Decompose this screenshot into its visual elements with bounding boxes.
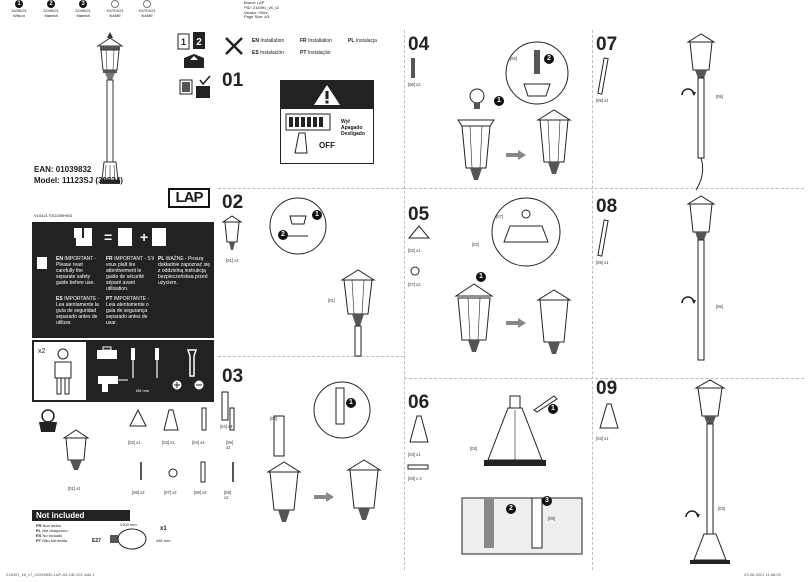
step-05-ref-2: [02]: [472, 242, 479, 247]
lap-logo: LAP: [168, 188, 210, 208]
revision-author: Mariela: [76, 13, 90, 18]
step-04-badge-1: 1: [494, 96, 504, 106]
important-text: IMPORTANTE - Lea atentamente la guía de seguridad separado antes de utilizar.: [56, 296, 100, 326]
revision-3: [70, 0, 96, 18]
important-text: IMPORTANT - S'il vous plaît lire attentivement le guide de sécurité séparé avant utilisation.: [106, 256, 154, 292]
revision-circle-empty: [111, 0, 119, 8]
divider: [592, 30, 593, 570]
divider: [218, 356, 404, 357]
step-05-ref-1: [07]: [496, 214, 503, 219]
step-06-number: 06: [408, 392, 430, 413]
important-en: [56, 256, 100, 286]
step-04-screw-part: [410, 58, 416, 78]
step-06-ref-2: [08]: [548, 516, 555, 521]
step-03-ref: [04]: [270, 416, 277, 421]
important-es: [56, 296, 102, 326]
lang-code: EN: [56, 256, 63, 262]
step-05-part-label-1: [02] x1: [408, 248, 421, 253]
page-size: Page Size: A3: [244, 14, 270, 19]
vendor-text: Vendor: Vitec: [244, 10, 268, 15]
step-04-arrow-icon: [506, 150, 526, 160]
manual-equation-icon: [72, 226, 182, 248]
check-box-icon: [178, 74, 214, 102]
product-code: V10421 SX2209H/B3: [34, 213, 73, 218]
step-06-badge-1: 1: [548, 404, 558, 414]
step-04-part-label: [06] x2: [408, 82, 421, 87]
revision-number: 3: [79, 0, 87, 8]
pid-text: PID: 218491_v6_v2: [244, 5, 280, 10]
step-04-badge-2: 2: [544, 54, 554, 64]
part-ref: [09] x2: [224, 490, 231, 500]
part-04-pole: [200, 408, 208, 430]
important-pt: [106, 296, 156, 326]
step-01-panel: [280, 80, 374, 164]
step-05-zoom-circle: [490, 196, 562, 268]
step-08-ref: [05]: [716, 304, 723, 309]
wrench-icon: [182, 348, 202, 378]
step-07-lamp-assembly: [676, 34, 726, 190]
step-05-arrow-icon: [506, 318, 526, 328]
revision-author: Wilson: [12, 13, 25, 18]
warning-bar: [281, 81, 373, 109]
svg-text:2: 2: [196, 37, 202, 48]
tools-panel: [32, 340, 214, 402]
step-02-badge-1: 1: [312, 210, 322, 220]
revision-circle-empty: [143, 0, 151, 8]
step-02-number: 02: [222, 192, 244, 213]
part-07-nut: [168, 468, 178, 478]
footer-timestamp: 23-06-2021 11:48:09: [744, 572, 781, 577]
revision-date: 22/06/21: [43, 8, 59, 13]
step-03-assembly-right: [344, 460, 384, 540]
post-lamp-illustration: [90, 30, 130, 190]
step-04-ref: [06]: [510, 56, 517, 61]
step-09-part-label: [03] x1: [596, 436, 609, 441]
part-ref: [03] x1: [162, 440, 175, 445]
bulb-icon: [110, 528, 150, 550]
step-03-zoom-circle: [312, 380, 372, 440]
part-ref: [01] x1: [68, 486, 81, 491]
off-es: Apagado: [341, 125, 363, 131]
step-03-part-label: [04] x4: [220, 424, 233, 429]
step-06-part-label-1: [03] x1: [408, 452, 421, 457]
step-06-ref-1: [03]: [470, 446, 477, 451]
step-02-ref: [01]: [328, 298, 335, 303]
box-unpack-icon: [180, 52, 208, 70]
not-included-pl: PL Nie dołączono: [36, 528, 68, 533]
ean-label: EAN: 01039832: [34, 165, 92, 174]
step-09-number: 09: [596, 378, 618, 399]
rotate-icon: [684, 508, 700, 526]
model-label: Model: 11123SJ (30834): [34, 176, 123, 185]
step-05-part-label-2: [07] x2: [408, 282, 421, 287]
step-01-number: 01: [222, 70, 244, 91]
off-translations: [341, 119, 365, 137]
revision-header: [6, 0, 216, 20]
screwdriver-flat-icon: [152, 348, 162, 378]
revision-number: 1: [15, 0, 23, 8]
important-text: IMPORTANT - Please read carefully the separate safety guide before use.: [56, 256, 97, 286]
step-02-zoom-circle: [268, 196, 328, 256]
step-08-lamp-assembly: [676, 196, 726, 366]
part-ref: [04] x4: [192, 440, 205, 445]
step-02-badge-2: 2: [278, 230, 288, 240]
off-pt: Desligado: [341, 131, 365, 137]
parts-list: [32, 408, 233, 504]
lang-installation: EN Installation FR Installation PL Instalacja ES Instalación PT Instalação: [252, 38, 377, 56]
revision-author: NAME: [109, 13, 121, 18]
step-05-number: 05: [408, 204, 430, 225]
svg-text:1: 1: [180, 37, 187, 47]
person-count: x2: [38, 348, 46, 355]
important-fr: [106, 256, 154, 292]
step-05-lantern-right: [534, 290, 574, 366]
drill-size: Ø6 mm: [136, 388, 150, 393]
off-label: OFF: [319, 141, 335, 150]
lang-pl: Instalacja: [355, 38, 377, 44]
ground-cross-section: [462, 490, 582, 554]
step-02-lantern-assembly: [338, 270, 378, 356]
step-09-lamp-assembly: [680, 380, 740, 570]
brand-info: [244, 0, 279, 15]
safety-guide-icon: [36, 256, 48, 270]
warning-triangle-icon: [313, 84, 341, 106]
important-pl: [158, 256, 210, 286]
not-included-lines: [36, 523, 68, 543]
part-08-anchor: [200, 462, 206, 482]
lang-pt: Instalação: [307, 50, 331, 56]
lang-code: PL: [158, 256, 165, 262]
step-04-lantern-right: [534, 110, 574, 186]
step-03-number: 03: [222, 366, 244, 387]
toolbox-icon: [96, 346, 118, 360]
step-08-part-label: [05] x1: [596, 260, 609, 265]
not-included-box: [32, 510, 214, 556]
revision-date: XX/XX/21: [138, 8, 156, 13]
step-07-ref: [05]: [716, 94, 723, 99]
bulb-qty: x1: [160, 526, 167, 532]
cross-screw-icon: [172, 380, 182, 390]
flat-screw-icon: [194, 380, 204, 390]
step-06-anchor-part: [408, 464, 428, 470]
part-ref: [02] x1: [128, 440, 141, 445]
revision-date: 15/06/21: [11, 8, 27, 13]
step-09-base-part: [598, 404, 620, 430]
step-03-pole-part: [220, 392, 230, 420]
not-included-title: Not included: [32, 510, 130, 521]
revision-date: XX/XX/21: [106, 8, 124, 13]
lang-code: ES: [56, 296, 63, 302]
tools-cross-icon: [224, 36, 244, 56]
step-07-part-label: [05] x1: [596, 98, 609, 103]
not-included-pt: PT Não fornecida: [36, 538, 68, 543]
step-05-lantern-left: [452, 284, 496, 364]
revision-number: 2: [47, 0, 55, 8]
divider: [404, 188, 804, 189]
step-04-lantern-left: [456, 118, 496, 188]
step-03-badge-1: 1: [346, 398, 356, 408]
step-07-number: 07: [596, 34, 618, 55]
step-02-part-label: [01] x1: [226, 258, 239, 263]
step-04-zoom-circle: [504, 40, 570, 106]
ground-drill-scene: [462, 490, 582, 554]
step-06-base-part: [408, 416, 430, 444]
step-05-nut-part: [410, 266, 420, 276]
step-03-arrow-icon: [314, 492, 334, 502]
step-08-number: 08: [596, 196, 618, 217]
inspect-box-icon: [36, 408, 60, 432]
svg-text:+: +: [140, 229, 149, 245]
lang-en: Installation: [260, 38, 285, 44]
revision-2: [38, 0, 64, 18]
bulb-install-icon: [468, 88, 486, 112]
revision-1: [6, 0, 32, 18]
revision-4: [102, 0, 128, 18]
not-included-fr: FR Non inclus: [36, 523, 62, 528]
part-03-base: [162, 410, 180, 432]
part-09-screw: [230, 462, 236, 482]
part-ref: [08] x2: [194, 490, 207, 495]
svg-text:=: =: [104, 229, 113, 245]
bulb-base-label: E27: [92, 538, 101, 544]
part-06-screw: [138, 462, 144, 480]
part-ref: [06] x2: [132, 490, 145, 495]
brand-text: Brand: LAP: [244, 0, 265, 5]
step-02-lantern-part: [222, 216, 242, 256]
part-01-lantern: [62, 430, 90, 470]
bulb-dim-length: ≤100 mm: [120, 522, 137, 527]
person-icon: [52, 348, 74, 396]
step-06-badge-2: 2: [506, 504, 516, 514]
step-06-badge-3: 3: [542, 496, 552, 506]
step-06-part-label-2: [08] x 2: [408, 476, 422, 481]
step-03-assembly-left: [264, 416, 304, 536]
screwdriver-icon: [128, 348, 138, 378]
lang-code: PT: [106, 296, 113, 302]
part-ref: [07] x2: [164, 490, 177, 495]
step-08-stake-part: [598, 220, 608, 256]
divider: [218, 188, 404, 189]
lang-code: FR: [106, 256, 113, 262]
part-ref: [05] x2: [226, 440, 233, 450]
step-09-ref: [03]: [718, 506, 725, 511]
step-04-number: 04: [408, 34, 430, 55]
lang-es: Instalación: [260, 50, 284, 56]
rotate-icon: [680, 86, 696, 104]
divider: [404, 30, 405, 570]
revision-5: [134, 0, 160, 18]
not-included-es: ES No incluido: [36, 533, 63, 538]
important-text: IMPORTANTE - Leia atentamente o guia de segurança separado antes de usar.: [106, 296, 150, 326]
off-pl: Wył: [341, 119, 350, 125]
step-05-cap-part: [408, 226, 430, 242]
important-panel: [32, 222, 214, 338]
bulb-dim-width: ≤65 mm: [156, 538, 171, 543]
step-05-badge-1: 1: [476, 272, 486, 282]
footer-filename: 218491_v6_v7_01039832-LAP-A3-DB-V01.indd 1: [6, 572, 95, 577]
important-text: WAŻNE - Proszę dokładnie zapoznać się z oddzielną instrukcją bezpieczeństwa przed użyciem.: [158, 256, 210, 286]
rotate-icon: [680, 294, 696, 312]
revision-author: NAME: [141, 13, 153, 18]
revision-author: Mariela: [44, 13, 58, 18]
part-02-cap: [128, 410, 148, 430]
drill-icon: [94, 374, 128, 392]
revision-date: 22/06/21: [75, 8, 91, 13]
persons-box: [34, 342, 86, 400]
lang-fr: Installation: [308, 38, 332, 44]
step-07-stake-part: [598, 58, 608, 94]
